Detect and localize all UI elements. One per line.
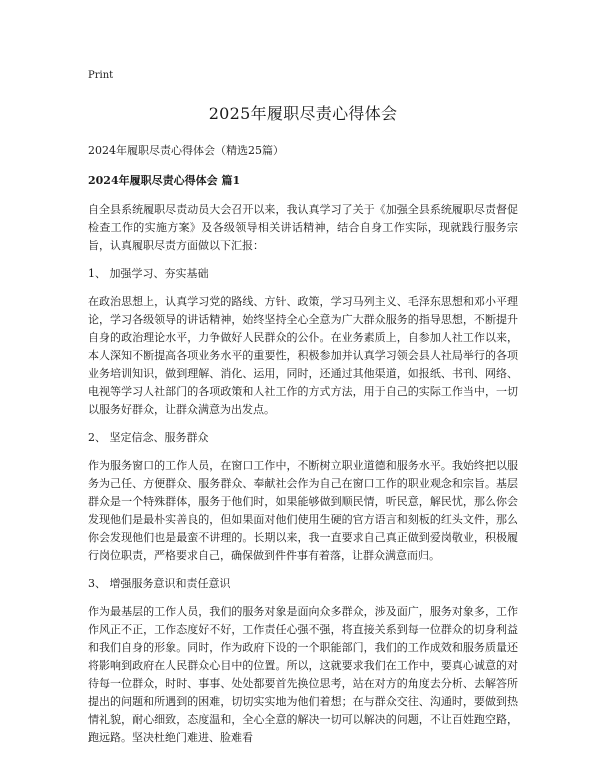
document-page [88,70,518,757]
intro-paragraph: 自全县系统履职尽责动员大会召开以来，我认真学习了关于《加强全县系统履职尽责督促检查工作的实施方案》及各级领导相关讲话精神，结合自身工作实际，现就践行服务宗旨，认真履职尽责方面做以下汇报： [88,203,518,252]
section-heading-2: 2、 坚定信念、服务群众 [88,431,209,444]
page-title: 2025年履职尽责心得体会 [208,104,398,123]
body-paragraph-3: 作为最基层的工作人员，我们的服务对象是面向众多群众，涉及面广，服务对象多，工作作风正不正，工作态度好不好，工作责任心强不强，将直接关系到每一位群众的切身利益和我们自身的形象。同时，作为政府下设的一个职能部门，我们的工作成效和服务质量还将影响到政府在人民群众心目中的位置。所以，这就要求我们在工作中，要真心诚意的对待每一位群众，时时、事事、处处都要首先换位思考，站在对方的角度去分析、去解答所提出的问题和所遇到的困难，切切实实地为他们着想；在与群众交往、沟通时，要做到热情礼貌，耐心细致，态度温和，全心全意的解决一切可以解决的问题，不让百姓跑空路，跑远路。坚决杜绝门难进、脸难看 [88,605,518,744]
body-paragraph-1: 在政治思想上，认真学习党的路线、方针、政策，学习马列主义、毛泽东思想和邓小平理论，学习各级领导的讲话精神，始终坚持全心全意为广大群众服务的指导思想，不断提升自身的政治理论水平，力争做好人民群众的公仆。在业务素质上，自参加人社工作以来，本人深知不断提高各项业务水平的重要性，积极参加并认真学习领会县人社局举行的各项业务培训知识，做到理解、消化、运用，同时，还通过其他渠道，如报纸、书刊、网络、电视等学习人社部门的各项政策和人社工作的方式方法，用于自己的实际工作当中，一切以服务好群众，让群众满意为出发点。 [88,295,518,416]
document-subtitle: 2024年履职尽责心得体会（精选25篇） [88,144,284,157]
body-paragraph-2: 作为服务窗口的工作人员，在窗口工作中，不断树立职业道德和服务水平。我始终把以服务为己任、方便群众、服务群众、奉献社会作为自己在窗口工作的职业观念和宗旨。基层群众是一个特殊群体，服务于他们时，如果能够做到顺民情，听民意，解民忧，那么你会发现他们是最朴实善良的，但如果面对他们使用生硬的官方语言和刻板的红头文件，那么你会发现他们也是最蛮不讲理的。长期以来，我一直要求自己真正做到爱岗敬业，积极履行岗位职责，严格要求自己，确保做到件件事有着落，让群众满意而归。 [88,459,518,562]
print-link[interactable]: Print [88,70,114,81]
section-heading-1: 1、 加强学习、夯实基础 [88,267,209,280]
section-heading-3: 3、 增强服务意识和责任意识 [88,577,231,590]
section-title: 2024年履职尽责心得体会 篇1 [88,174,241,187]
